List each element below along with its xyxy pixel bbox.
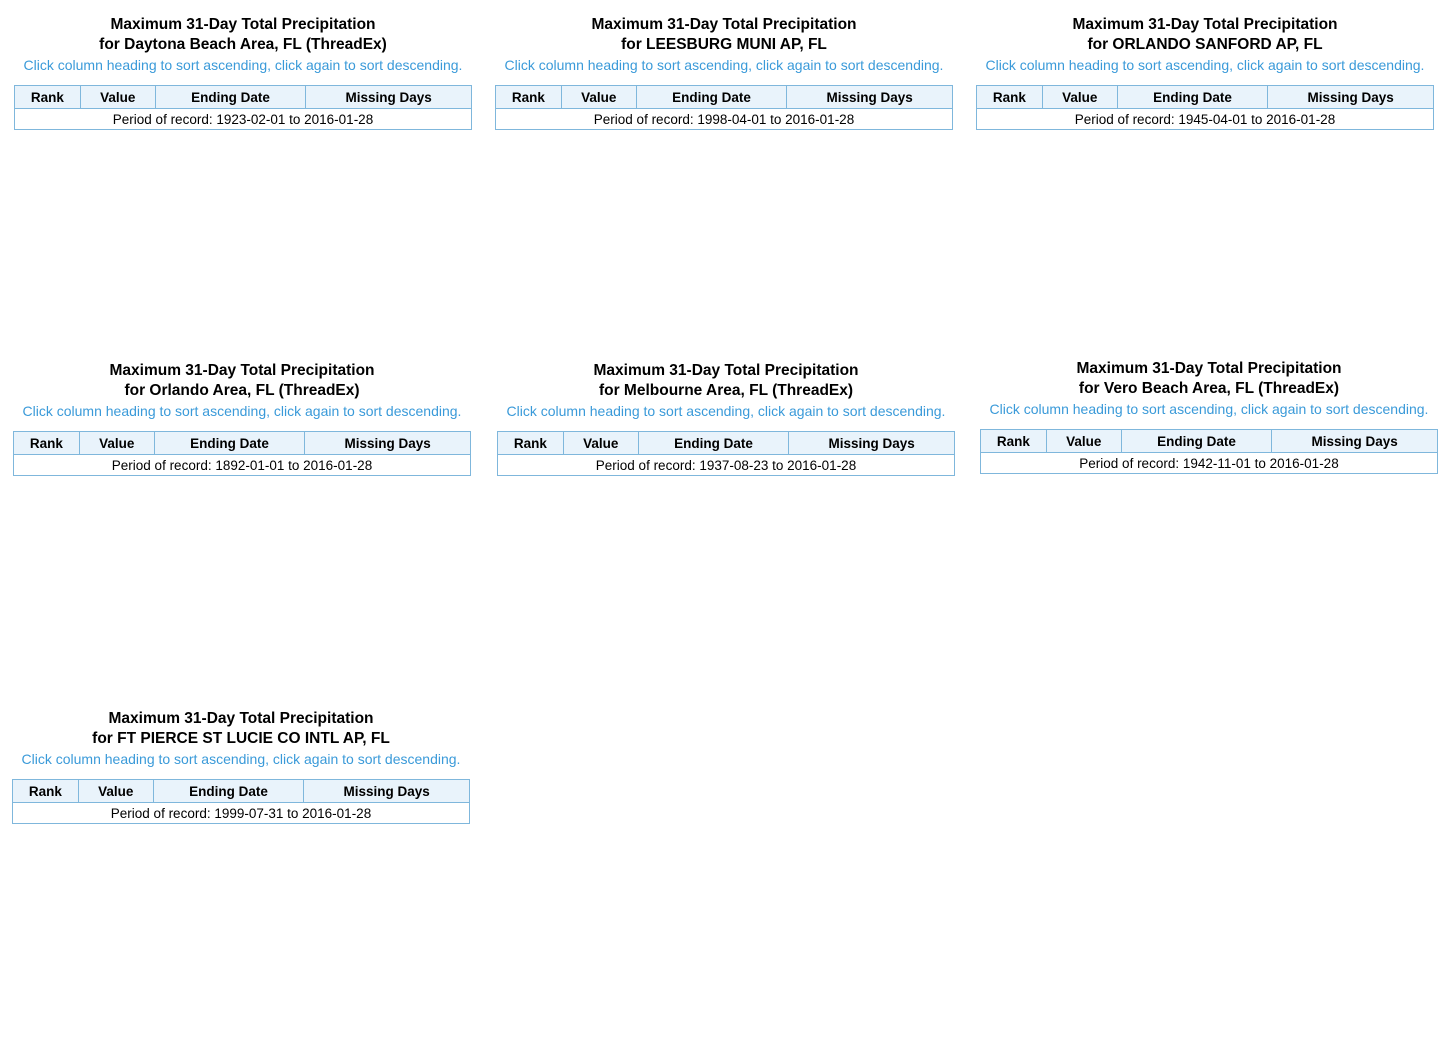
sort-hint: Click column heading to sort ascending, click again to sort descending. — [23, 57, 463, 73]
column-header-rank[interactable]: Rank — [13, 780, 79, 803]
column-header-missing-days[interactable]: Missing Days — [1272, 430, 1438, 453]
table-header-row — [14, 432, 471, 455]
table-header-row — [981, 430, 1438, 453]
panel-title-line-1: Maximum 31-Day Total Precipitation — [108, 710, 374, 727]
panel-title-line-1: Maximum 31-Day Total Precipitation — [109, 362, 375, 379]
sort-hint: Click column heading to sort ascending, click again to sort descending. — [21, 751, 461, 767]
table-header-row — [15, 86, 472, 109]
period-of-record: Period of record: 1999-07-31 to 2016-01-28 — [13, 803, 470, 824]
column-header-ending-date[interactable]: Ending Date — [153, 780, 304, 803]
ranking-table — [495, 85, 953, 130]
sort-hint: Click column heading to sort ascending, click again to sort descending. — [989, 401, 1429, 417]
ranking-table — [14, 85, 472, 130]
panel-title-line-1: Maximum 31-Day Total Precipitation — [593, 362, 859, 379]
column-header-ending-date[interactable]: Ending Date — [154, 432, 305, 455]
column-header-missing-days[interactable]: Missing Days — [304, 780, 470, 803]
period-of-record: Period of record: 1998-04-01 to 2016-01-28 — [496, 109, 953, 130]
period-of-record: Period of record: 1923-02-01 to 2016-01-28 — [15, 109, 472, 130]
table-header-row — [13, 780, 470, 803]
column-header-rank[interactable]: Rank — [15, 86, 81, 109]
column-header-missing-days[interactable]: Missing Days — [305, 432, 471, 455]
table-header-row — [496, 86, 953, 109]
panel-title-line-2: for Orlando Area, FL (ThreadEx) — [124, 382, 360, 399]
sort-hint: Click column heading to sort ascending, click again to sort descending. — [22, 403, 462, 419]
period-of-record-row — [977, 109, 1434, 130]
ranking-table — [497, 431, 955, 476]
panel-daytona-beach — [14, 15, 472, 130]
panel-orlando-area — [13, 361, 471, 476]
column-header-ending-date[interactable]: Ending Date — [1121, 430, 1272, 453]
period-of-record-row — [15, 109, 472, 130]
column-header-missing-days[interactable]: Missing Days — [1268, 86, 1434, 109]
panel-title-line-2: for FT PIERCE ST LUCIE CO INTL AP, FL — [92, 730, 390, 747]
panel-title-line-2: for Daytona Beach Area, FL (ThreadEx) — [99, 36, 387, 53]
table-header-row — [498, 432, 955, 455]
column-header-ending-date[interactable]: Ending Date — [155, 86, 306, 109]
column-header-ending-date[interactable]: Ending Date — [638, 432, 789, 455]
column-header-rank[interactable]: Rank — [977, 86, 1043, 109]
panel-vero-beach — [980, 359, 1438, 474]
period-of-record: Period of record: 1937-08-23 to 2016-01-28 — [498, 455, 955, 476]
panel-title-line-1: Maximum 31-Day Total Precipitation — [110, 16, 376, 33]
period-of-record-row — [13, 803, 470, 824]
column-header-ending-date[interactable]: Ending Date — [636, 86, 787, 109]
panel-melbourne — [497, 361, 955, 476]
period-of-record: Period of record: 1942-11-01 to 2016-01-28 — [981, 453, 1438, 474]
period-of-record: Period of record: 1945-04-01 to 2016-01-28 — [977, 109, 1434, 130]
column-header-missing-days[interactable]: Missing Days — [789, 432, 955, 455]
period-of-record-row — [498, 455, 955, 476]
panel-title-line-2: for LEESBURG MUNI AP, FL — [621, 36, 827, 53]
column-header-rank[interactable]: Rank — [496, 86, 562, 109]
sort-hint: Click column heading to sort ascending, click again to sort descending. — [985, 57, 1425, 73]
panel-orlando-sanford — [976, 15, 1434, 130]
column-header-missing-days[interactable]: Missing Days — [306, 86, 472, 109]
period-of-record-row — [14, 455, 471, 476]
sort-hint: Click column heading to sort ascending, click again to sort descending. — [504, 57, 944, 73]
panel-title-line-2: for Melbourne Area, FL (ThreadEx) — [598, 382, 854, 399]
ranking-table — [976, 85, 1434, 130]
ranking-table — [980, 429, 1438, 474]
period-of-record: Period of record: 1892-01-01 to 2016-01-28 — [14, 455, 471, 476]
panel-title-line-1: Maximum 31-Day Total Precipitation — [591, 16, 857, 33]
column-header-value[interactable]: Value — [1046, 430, 1121, 453]
period-of-record-row — [981, 453, 1438, 474]
column-header-value[interactable]: Value — [79, 432, 154, 455]
column-header-missing-days[interactable]: Missing Days — [787, 86, 953, 109]
ranking-table — [12, 779, 470, 824]
panel-title-line-1: Maximum 31-Day Total Precipitation — [1076, 360, 1342, 377]
column-header-ending-date[interactable]: Ending Date — [1117, 86, 1268, 109]
column-header-value[interactable]: Value — [561, 86, 636, 109]
ranking-table — [13, 431, 471, 476]
column-header-rank[interactable]: Rank — [498, 432, 564, 455]
panel-ft-pierce — [12, 709, 470, 824]
column-header-value[interactable]: Value — [80, 86, 155, 109]
column-header-value[interactable]: Value — [1042, 86, 1117, 109]
table-header-row — [977, 86, 1434, 109]
panel-title-line-2: for ORLANDO SANFORD AP, FL — [1087, 36, 1323, 53]
panel-leesburg — [495, 15, 953, 130]
panel-title-line-1: Maximum 31-Day Total Precipitation — [1072, 16, 1338, 33]
sort-hint: Click column heading to sort ascending, click again to sort descending. — [506, 403, 946, 419]
column-header-rank[interactable]: Rank — [14, 432, 80, 455]
period-of-record-row — [496, 109, 953, 130]
column-header-rank[interactable]: Rank — [981, 430, 1047, 453]
column-header-value[interactable]: Value — [563, 432, 638, 455]
panel-title-line-2: for Vero Beach Area, FL (ThreadEx) — [1078, 380, 1340, 397]
column-header-value[interactable]: Value — [78, 780, 153, 803]
